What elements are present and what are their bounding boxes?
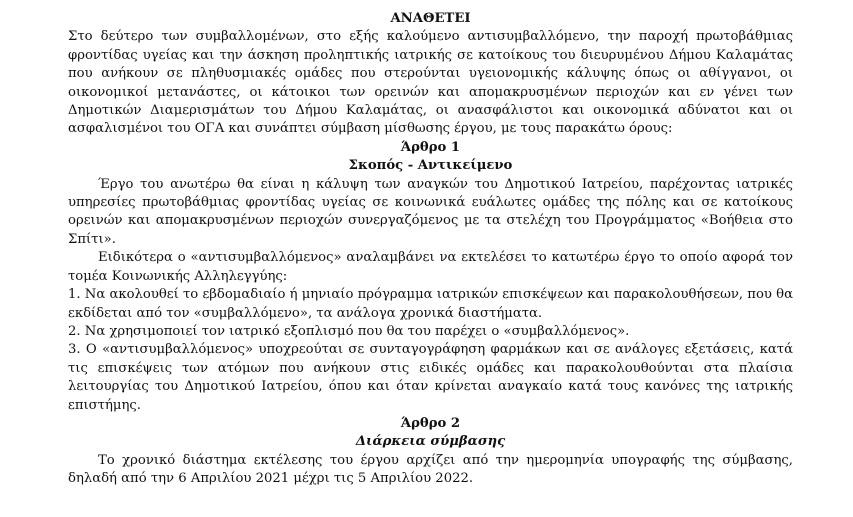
article-1-number: Άρθρο 1 [400,139,461,155]
article-1-paragraph-1: Έργο του ανωτέρω θα είναι η κάλυψη των αναγκών του Δημοτικού Ιατρείου, παρέχοντας ιατρικές υπηρεσίες πρωτοβάθμιας φροντίδας υγείας σε κοινωνικά ευάλωτες ομάδες της πόλης και σε κατοίκους ορεινών και απομακρυσμένων περιοχών συνεργαζόμενος με τα στελέχη του Προγράμματος «Βοήθεια στο Σπίτι». [68,176,793,247]
article-1-item-1: 1. Να ακολουθεί το εβδομαδιαίο ή μηνιαίο πρόγραμμα ιατρικών επισκέψεων και παρακολουθήσεων, που θα εκδίδεται από τον «συμβαλλόμενο», τα ανάλογα χρονικά διαστήματα. [68,287,793,321]
article-1-item-3: 3. Ο «αντισυμβαλλόμενος» υποχρεούται σε συνταγογράφηση φαρμάκων και σε ανάλογες εξετάσεις, κατά τις επισκέψεις των ατόμων που ανήκουν στις ειδικές ομάδες και παρακολουθούνται στα πλαίσια λειτουργίας του Δημοτικού Ιατρείου, όπου και όταν κρίνεται αναγκαίο κατά τους κανόνες της ιατρικής επιστήμης. [68,342,793,413]
article-2-number: Άρθρο 2 [400,415,461,431]
article-1-heading: Σκοπός - Αντικείμενο [348,158,513,174]
article-1-paragraph-2: Ειδικότερα ο «αντισυμβαλλόμενος» αναλαμβάνει να εκτελέσει το κατωτέρω έργο το οποίο αφορά τον τομέα Κοινωνικής Αλληλεγγύης: [68,250,793,284]
article-2-heading: Διάρκεια σύμβασης [355,434,506,450]
intro-paragraph: Στο δεύτερο των συμβαλλομένων, στο εξής καλούμενο αντισυμβαλλόμενο, την παροχή πρωτοβάθμιας φροντίδας υγείας και την άσκηση προληπτικής ιατρικής σε κατοίκους του διευρυμένου Δήμου Καλαμάτας που ανήκουν σε πληθυσμιακές ομάδες που στερούνται υγειονομικής κάλυψης όπως οι αθίγγανοι, οι οικονομικοί μετανάστες, οι κάτοικοι των ορεινών και απομακρυσμένων περιοχών και εν γένει των Δημοτικών Διαμερισμάτων του Δήμου Καλαμάτας, οι ανασφάλιστοι και οικονομικά αδύνατοι και οι ασφαλισμένοι του ΟΓΑ και συνάπτει σύμβαση μίσθωσης έργου, με τους παρακάτω όρους: [68,29,793,137]
article-1-item-2: 2. Να χρησιμοποιεί τον ιατρικό εξοπλισμό που θα του παρέχει ο «συμβαλλόμενος». [68,323,630,339]
article-2-paragraph-1: Το χρονικό διάστημα εκτέλεσης του έργου αρχίζει από την ημερομηνία υπογραφής της σύμβασης, δηλαδή από την 6 Απριλίου 2021 μέχρι τις 5 Απριλίου 2022. [68,452,793,487]
document-title: ΑΝΑΘΕΤΕΙ [390,11,471,26]
